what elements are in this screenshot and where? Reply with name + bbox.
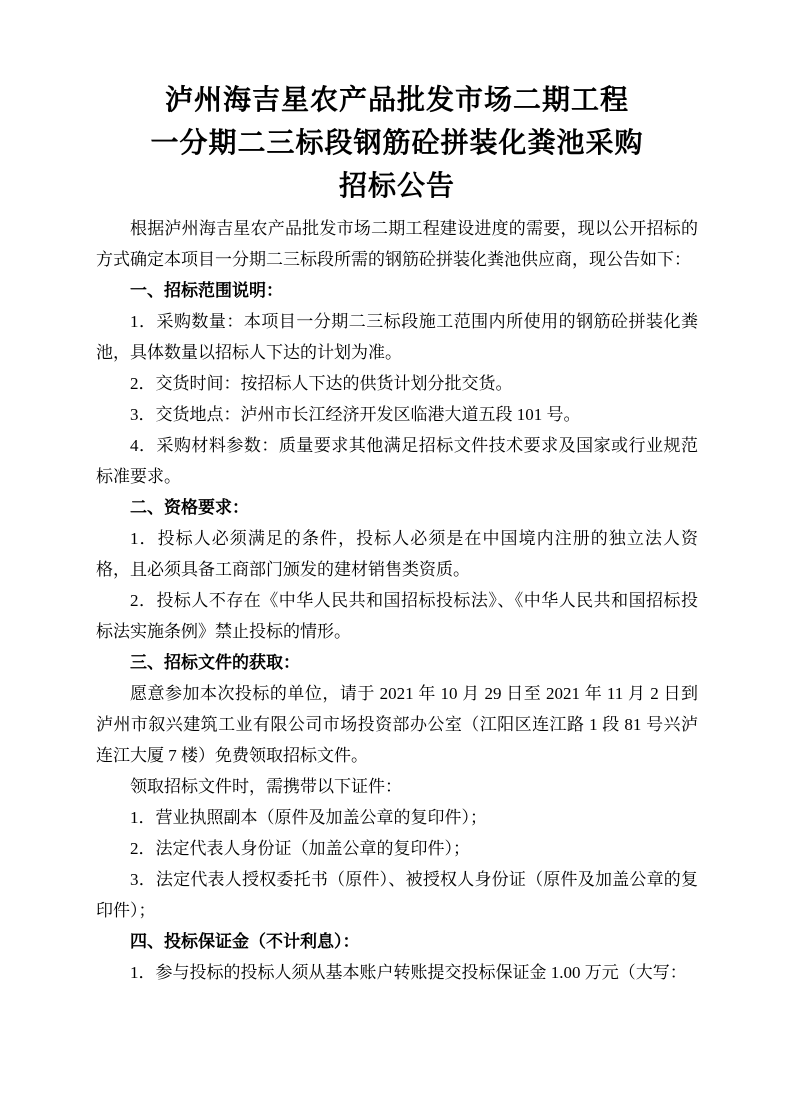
paragraph-bid-deposit: 1．参与投标的投标人须从基本账户转账提交投标保证金 1.00 万元（大写： (130, 963, 687, 982)
paragraph-obtain-documents: 愿意参加本次投标的单位，请于 2021 年 10 月 29 日至 2021 年 11 月 2 日到泸州市叙兴建筑工业有限公司市场投资部办公室（江阳区连江路 1 段 81 号兴泸连江大厦 7 楼）免费领取招标文件。 (96, 684, 698, 765)
list-item-credential-2: 2．法定代表人身份证（加盖公章的复印件）； (130, 839, 470, 858)
document-body (96, 213, 698, 988)
paragraph-required-credentials: 领取招标文件时，需携带以下证件： (130, 777, 402, 796)
document-title-line: 招标公告 (338, 170, 455, 201)
document-title (96, 78, 698, 207)
section-heading-1: 一、招标范围说明： (130, 281, 283, 300)
list-item-credential-3: 3．法定代表人授权委托书（原件）、被授权人身份证（原件及加盖公章的复印件）； (96, 870, 698, 920)
document-title-line: 一分期二三标段钢筋砼拼装化粪池采购 (150, 127, 644, 158)
section-heading-4: 四、投标保证金（不计利息）： (130, 932, 360, 951)
list-item-qualification-2: 2．投标人不存在《中华人民共和国招标投标法》、《中华人民共和国招标投标法实施条例》禁止投标的情形。 (96, 591, 698, 641)
list-item-scope-2: 2．交货时间：按招标人下达的供货计划分批交货。 (130, 374, 513, 393)
section-heading-3: 三、招标文件的获取： (130, 653, 300, 672)
section-heading-2: 二、资格要求： (130, 498, 249, 517)
list-item-scope-4: 4．采购材料参数：质量要求其他满足招标文件技术要求及国家或行业规范标准要求。 (96, 436, 698, 486)
list-item-scope-3: 3．交货地点：泸州市长江经济开发区临港大道五段 101 号。 (130, 405, 581, 424)
list-item-qualification-1: 1．投标人必须满足的条件，投标人必须是在中国境内注册的独立法人资格，且必须具备工商部门颁发的建材销售类资质。 (96, 529, 698, 579)
list-item-scope-1: 1．采购数量：本项目一分期二三标段施工范围内所使用的钢筋砼拼装化粪池，具体数量以招标人下达的计划为准。 (96, 312, 698, 362)
paragraph-intro: 根据泸州海吉星农产品批发市场二期工程建设进度的需要，现以公开招标的方式确定本项目一分期二三标段所需的钢筋砼拼装化粪池供应商，现公告如下： (96, 219, 698, 269)
list-item-credential-1: 1．营业执照副本（原件及加盖公章的复印件）； (130, 808, 487, 827)
document-title-line: 泸州海吉星农产品批发市场二期工程 (164, 84, 629, 115)
